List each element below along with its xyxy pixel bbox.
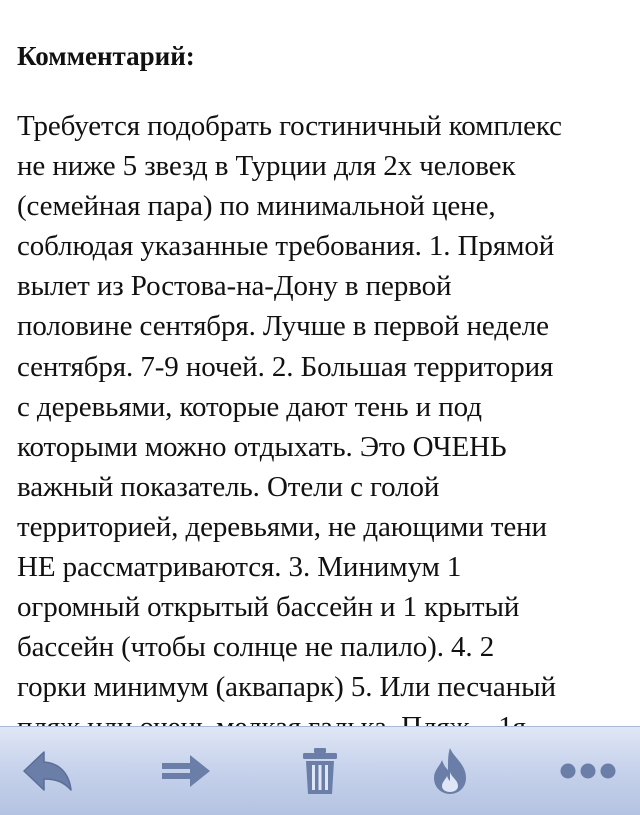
body-line: горки минимум (аквапарк) 5. Или песчаный — [17, 671, 556, 704]
flame-icon — [430, 746, 470, 796]
body-line: НЕ рассматриваются. 3. Минимум 1 — [17, 551, 462, 584]
body-line: важный показатель. Отели с голой — [17, 470, 440, 503]
body-line: бассейн (чтобы солнце не палило). 4. 2 — [17, 631, 495, 664]
forward-button[interactable] — [154, 743, 218, 799]
reply-button[interactable] — [18, 743, 78, 799]
body-line: территорией, деревьями, не дающими тени — [17, 510, 547, 543]
body-line: половине сентября. Лучше в первой неделе — [17, 310, 549, 343]
forward-icon — [158, 751, 214, 791]
body-line: Требуется подобрать гостиничный комплекс — [17, 110, 562, 142]
body-line: которыми можно отдыхать. Это ОЧЕНЬ — [17, 430, 507, 463]
body-line: сентября. 7-9 ночей. 2. Большая территория — [17, 350, 554, 383]
body-line: не ниже 5 звезд в Турции для 2х человек — [17, 150, 516, 183]
body-line: (семейная пара) по минимальной цене, — [17, 190, 496, 223]
bottom-toolbar — [0, 726, 640, 815]
comment-heading: Комментарий: — [17, 41, 195, 71]
comment-body — [17, 106, 627, 748]
more-icon — [558, 761, 618, 781]
delete-button[interactable] — [292, 743, 348, 799]
more-button[interactable] — [552, 743, 624, 799]
body-line: огромный открытый бассейн и 1 крытый — [17, 591, 520, 624]
reply-icon — [22, 749, 74, 793]
body-line: с деревьями, которые дают тень и под — [17, 390, 482, 423]
body-line: вылет из Ростова-на-Дону в первой — [17, 270, 452, 303]
trash-icon — [300, 746, 340, 796]
flame-button[interactable] — [422, 743, 478, 799]
body-line: соблюдая указанные требования. 1. Прямой — [17, 230, 555, 263]
